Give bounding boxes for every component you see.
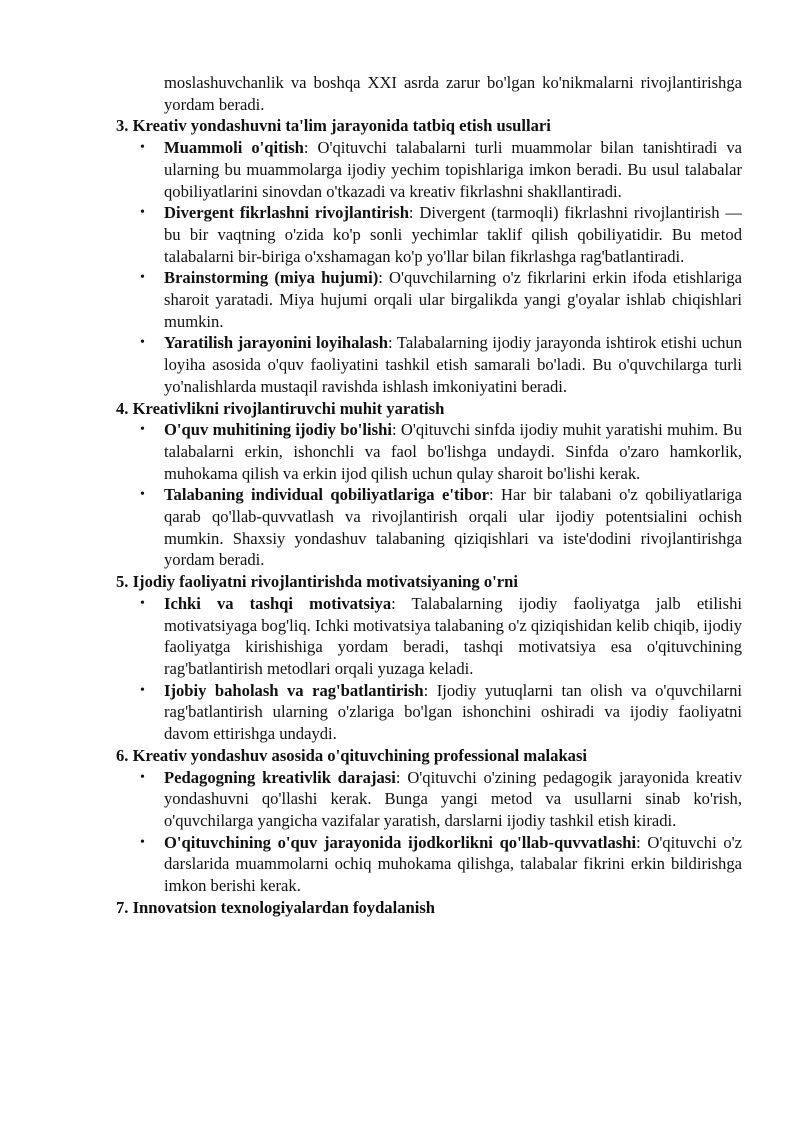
item-text: : O'quvchilarning o'z fikrlarini erkin ifoda etishlariga sharoit yaratadi. Miya hujumi orqali ular birgalikda yangi g'oyalar ishlab chiqishlari mumkin. (164, 268, 742, 331)
continuation-paragraph: moslashuvchanlik va boshqa XXI asrda zarur bo'lgan ko'nikmalarni rivojlantirishga yordam beradi. (164, 73, 742, 114)
item-text: : O'qituvchi talabalarni turli muammolar bilan tanishtiradi va ularning bu muammolarga ijodiy yechim topishlariga imkon beradi. Bu usul talabalar qobiliyatlarini sinovdan o'tkazadi va kreativ fikrlashni shakllantiradi. (164, 138, 742, 201)
item-term: Ichki va tashqi motivatsiya (164, 593, 392, 613)
item-term: Muammoli o'qitish (164, 138, 304, 158)
item-term: Yaratilish jarayonini loyihalash (164, 333, 388, 353)
item-text: : Har bir talabani o'z qobiliyatlariga qarab qo'llab-quvvatlash va rivojlantirish orqali ular ijodiy potentsialini ochish mumkin. Shaxsiy yondashuv talabaning qiziqishlari va iste'dodini rivojlantirishga yordam beradi. (164, 485, 742, 570)
item-term: Brainstorming (miya hujumi) (164, 268, 379, 288)
item-term: Divergent fikrlashni rivojlantirish (164, 203, 409, 223)
list-item (140, 832, 743, 897)
bullet-icon: • (140, 205, 145, 221)
list-item (140, 767, 742, 832)
section-heading: 4. Kreativlikni rivojlantiruvchi muhit yaratish (116, 398, 445, 418)
bullet-icon: • (140, 834, 145, 850)
list-item (140, 137, 742, 202)
list-item (140, 484, 742, 571)
bullet-icon: • (140, 422, 145, 438)
item-text: : Ijodiy yutuqlarni tan olish va o'quvchilarni rag'batlantirish ularning o'zlariga bo'lgan ishonchini oshiradi va ijodiy faoliyatni davom ettirishga undaydi. (164, 680, 742, 744)
item-text: : O'qituvchi o'zining pedagogik jarayonida kreativ yondashuvni qo'llashi kerak. Bunga yangi metod va usullarni sinab ko'rish, o'quvchilarga yangicha vazifalar yaratish, darslarni ijodiy tashkil etish kiradi. (164, 767, 742, 830)
bullet-icon: • (140, 140, 145, 156)
bullet-list (116, 593, 742, 745)
section-heading: 6. Kreativ yondashuv asosida o'qituvchining professional malakasi (116, 745, 588, 765)
list-item (140, 332, 742, 397)
section-heading: 7. Innovatsion texnologiyalardan foydalanish (116, 897, 436, 917)
list-item (140, 419, 742, 484)
item-text: : O'qituvchi o'z darslarida muammolarni ochiq muhokama qilishga, talabalar fikrini erkin bildirishga imkon berishi kerak. (164, 832, 743, 896)
bullet-list (116, 137, 742, 397)
item-text: : O'qituvchi sinfda ijodiy muhit yaratishi muhim. Bu talabalarni erkin, ishonchli va faol bo'lishga undaydi. Sinfda o'zaro hamkorlik, muhokama qilish va erkin ijod qilish uchun qulay sharoit bo'lishi kerak. (164, 420, 742, 483)
list-item (140, 593, 742, 680)
item-term: Ijobiy baholash va rag'batlantirish (164, 680, 424, 700)
bullet-icon: • (140, 769, 145, 785)
list-item (140, 267, 742, 332)
item-term: Pedagogning kreativlik darajasi (164, 767, 396, 787)
bullet-icon: • (140, 595, 145, 611)
bullet-list (116, 419, 742, 571)
section-heading: 5. Ijodiy faoliyatni rivojlantirishda motivatsiyaning o'rni (116, 572, 518, 592)
item-text: : Talabalarning ijodiy jarayonda ishtirok etishi uchun loyiha asosida o'quv faoliyatini tashkil etish samarali bo'ladi. Bu o'quvchilarga turli yo'nalishlarda mustaqil ravishda ishlash imkoniyatini beradi. (164, 333, 742, 396)
item-text: : Divergent (tarmoqli) fikrlashni rivojlantirish — bu bir vaqtning o'zida ko'p sonli yechimlar taklif qilish qobiliyatidir. Bu metod talabalarni bir-biriga o'xshamagan ko'p yo'llar bilan fikrlashga rag'batlantiradi. (164, 203, 742, 266)
item-term: O'qituvchining o'quv jarayonida ijodkorlikni qo'llab-quvvatlashi (164, 832, 637, 852)
item-term: Talabaning individual qobiliyatlariga e'tibor (164, 485, 490, 505)
bullet-icon: • (140, 335, 145, 351)
item-term: O'quv muhitining ijodiy bo'lishi (164, 420, 392, 440)
bullet-icon: • (140, 270, 145, 286)
bullet-list (116, 767, 742, 897)
list-item (140, 202, 742, 267)
bullet-icon: • (140, 487, 145, 503)
item-text: : Talabalarning ijodiy faoliyatga jalb etilishi motivatsiyaga bog'liq. Ichki motivatsiya talabaning o'z qiziqishidan kelib chiqib, ijodiy faoliyatga kirishishiga yordam beradi, tashqi motivatsiya esa o'qituvchining rag'batlantirish metodlari orqali yuzaga keladi. (164, 593, 742, 678)
bullet-icon: • (140, 682, 145, 698)
section-heading: 3. Kreativ yondashuvni ta'lim jarayonida tatbiq etish usullari (116, 116, 551, 136)
document-sections (116, 115, 742, 918)
list-item (140, 680, 742, 745)
